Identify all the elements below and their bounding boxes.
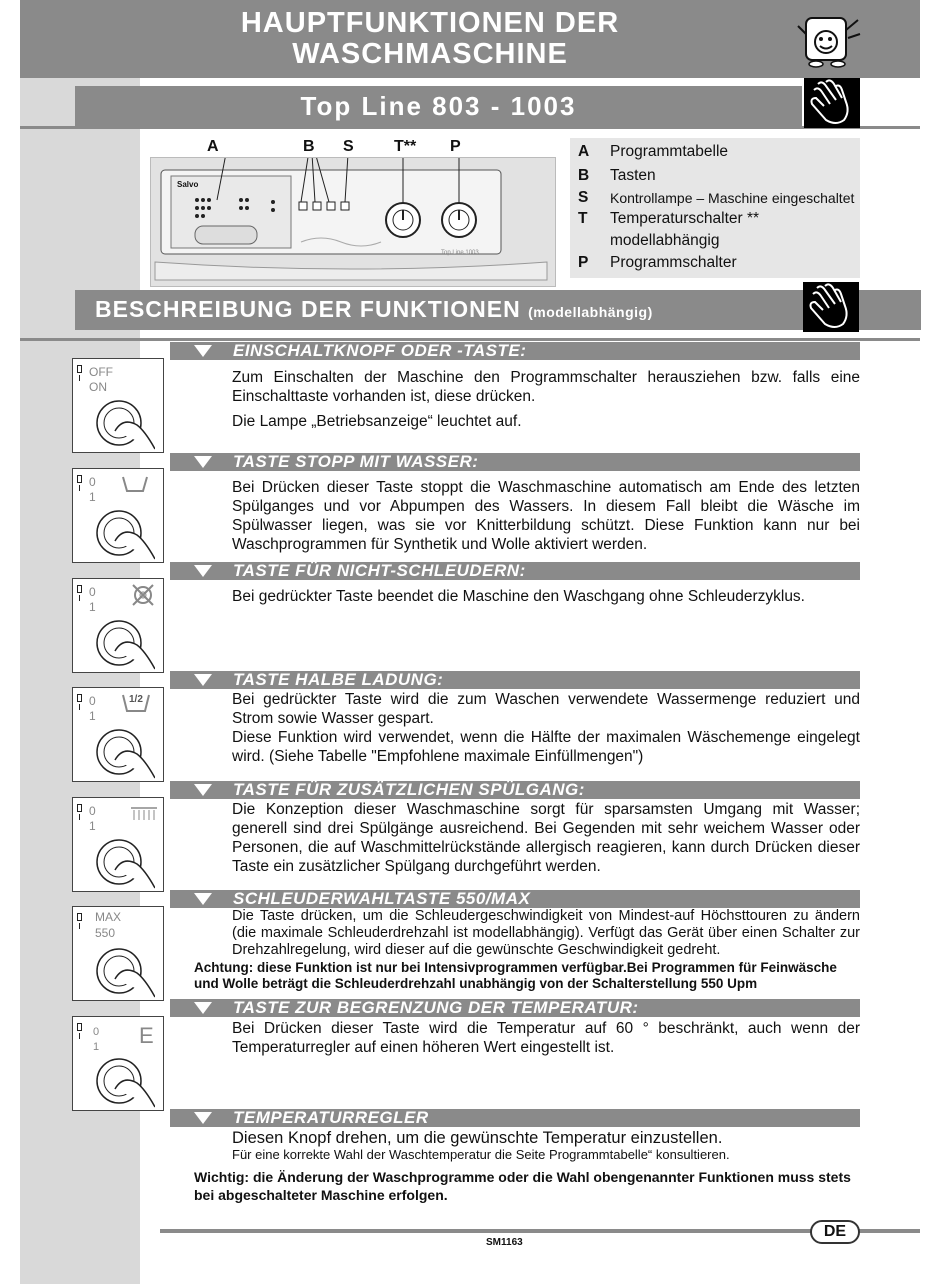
triangle-icon [194, 345, 212, 357]
panel-legend: A Programmtabelle B Tasten S Kontrollampe – Maschine eingeschaltet T Temperaturschalter ** modellabhängig P Programmschalter [570, 138, 860, 278]
finger-press-icon [93, 507, 155, 561]
function-text-spin-select: Die Taste drücken, um die Schleudergeschwindigkeit von Mindest-auf Höchsttouren zu ändern (die maximale Schleuderdrehzahl ist modellabhängig). Verfügt das Gerät über einen Schalter zur Drehzahlregelung, wird dieser auf die gewünschte Geschwindigkeit gedreht. [232, 908, 860, 958]
language-badge: DE [810, 1220, 860, 1244]
document-code: SM1163 [486, 1237, 523, 1248]
extra-rinse-button-illustration: 0 1 [72, 797, 164, 892]
page-title: HAUPTFUNKTIONEN DER WASCHMASCHINE [240, 7, 620, 70]
eco-e-icon: E [139, 1023, 154, 1048]
function-text-power: Zum Einschalten der Maschine den Programmschalter herausziehen bzw. falls eine Einschalttaste vorhanden ist, diese drücken. Die Lampe „Betriebsanzeige“ leuchtet auf. [232, 369, 860, 430]
function-text-rinse-hold: Bei Drücken dieser Taste stoppt die Waschmaschine automatisch am Ende des letzten Spülganges und vor Abpumpen des Wassers. In diesem Fall bleibt die Wäsche im Spülwasser liegen, was sie vor Knitterbildung schützt. Diese Funktion kann nur bei Waschprogrammen für Synthetik und Wolle aktiviert werden. [232, 479, 860, 553]
triangle-icon [194, 1112, 212, 1124]
finger-press-icon [93, 397, 155, 451]
indicator-icon [77, 804, 82, 812]
panel-label-a: A [207, 138, 219, 155]
indicator-icon [77, 1023, 82, 1031]
function-bar-no-spin: TASTE FÜR NICHT-SCHLEUDERN: [170, 562, 860, 580]
indicator-icon [77, 475, 82, 483]
half-load-button-illustration: 0 1 1/2 [72, 687, 164, 782]
panel-label-p: P [450, 138, 461, 155]
panel-label-s: S [343, 138, 354, 155]
triangle-icon [194, 893, 212, 905]
function-text-no-spin: Bei gedrückter Taste beendet die Maschine den Waschgang ohne Schleuderzyklus. [232, 588, 805, 605]
triangle-icon [194, 456, 212, 468]
spin-select-button-illustration: MAX 550 [72, 906, 164, 1001]
no-spin-icon [131, 583, 155, 607]
function-bar-temp-limit: TASTE ZUR BEGRENZUNG DER TEMPERATUR: [170, 999, 860, 1017]
important-note: Wichtig: die Änderung der Waschprogramme oder die Wahl obengenannter Funktionen muss stets bei abgeschalteter Maschine erfolgen. [194, 1169, 851, 1203]
indicator-icon [77, 365, 82, 373]
indicator-icon [77, 694, 82, 702]
no-spin-button-illustration: 0 1 [72, 578, 164, 673]
triangle-icon [194, 784, 212, 796]
function-bar-spin-select: SCHLEUDERWAHLTASTE 550/MAX [170, 890, 860, 908]
function-text-temp-limit: Bei Drücken dieser Taste wird die Temperatur auf 60 ° beschränkt, auch wenn der Temperaturregler auf einen höheren Wert eingestellt ist. [232, 1020, 860, 1056]
function-bar-power: EINSCHALTKNOPF ODER -TASTE: [170, 342, 860, 360]
function-text-half-load: Bei gedrückter Taste wird die zum Waschen verwendete Wassermenge reduziert und Strom sowie Wasser gespart. Diese Funktion wird verwendet, wenn die Hälfte der maximalen Wäschemenge eingelegt wird. (Siehe Tabelle "Empfohlene maximale Einfüllmengen") [232, 691, 860, 765]
indicator-icon [77, 913, 82, 921]
indicator-icon [77, 585, 82, 593]
panel-label-b: B [303, 138, 315, 155]
triangle-icon [194, 565, 212, 577]
function-text-temp-regulator: Diesen Knopf drehen, um die gewünschte Temperatur einzustellen. Für eine korrekte Wahl der Waschtemperatur die Seite Programmtabelle“ konsultieren. [232, 1129, 730, 1162]
page-margin [0, 0, 20, 1284]
spin-select-note: Achtung: diese Funktion ist nur bei Intensivprogrammen verfügbar.Bei Programmen für Feinwäsche und Wolle beträgt die Schleuderdrehzahl unabhängig von der Schalterstellung 550 Upm [194, 960, 837, 991]
rinse-hold-button-illustration: 0 1 [72, 468, 164, 563]
function-bar-half-load: TASTE HALBE LADUNG: [170, 671, 860, 689]
finger-press-icon [93, 617, 155, 671]
panel-model-label: Top Line 1003 [441, 250, 479, 256]
brand-logo: Salvo [177, 180, 199, 189]
washing-machine-mascot-icon [796, 10, 864, 70]
finger-press-icon [93, 836, 155, 890]
section-title: BESCHREIBUNG DER FUNKTIONEN (modellabhängig) [95, 296, 653, 322]
water-tub-icon [121, 475, 149, 493]
function-text-extra-rinse: Die Konzeption dieser Waschmaschine sorgt für sparsamsten Umgang mit Wasser; generell sind drei Spülgänge ausreichend. Bei Gegenden mit sehr weichem Wasser oder Personen, die auf Waschmittelrückstände allergisch reagieren, kann durch Drücken dieser Taste ein zusätzlicher Spülgang durchgeführt werden. [232, 801, 860, 875]
triangle-icon [194, 674, 212, 686]
triangle-icon [194, 1002, 212, 1014]
shower-icon [129, 804, 159, 822]
finger-press-icon [93, 726, 155, 780]
model-title: Top Line 803 - 1003 [300, 91, 577, 121]
function-bar-temp-regulator: TEMPERATURREGLER [170, 1109, 860, 1127]
divider-line [20, 126, 920, 129]
footer-line [160, 1229, 920, 1233]
hand-icon [803, 282, 859, 332]
function-bar-rinse-hold: TASTE STOPP MIT WASSER: [170, 453, 860, 471]
finger-press-icon [93, 1055, 155, 1109]
function-bar-extra-rinse: TASTE FÜR ZUSÄTZLICHEN SPÜLGANG: [170, 781, 860, 799]
hand-icon [804, 78, 860, 128]
panel-label-t: T** [394, 138, 417, 155]
temp-limit-button-illustration: 0 1 E [72, 1016, 164, 1111]
finger-press-icon [93, 945, 155, 999]
power-button-illustration: OFF ON [72, 358, 164, 453]
control-panel-illustration [150, 157, 556, 287]
